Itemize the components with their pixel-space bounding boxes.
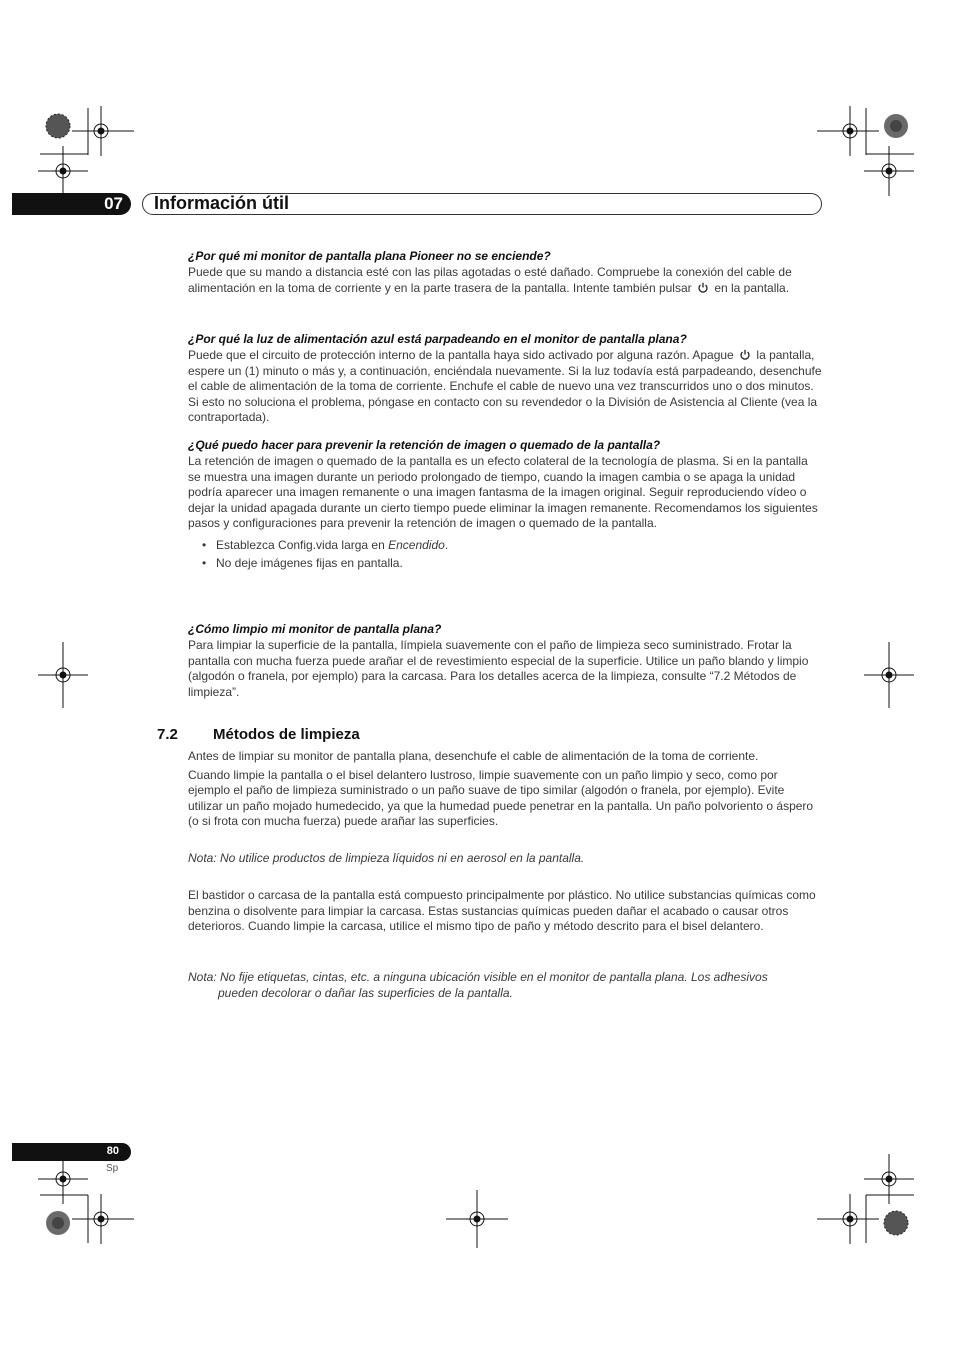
faq-item	[188, 438, 822, 572]
faq-item	[188, 249, 822, 296]
registration-mark-icon	[854, 1144, 924, 1214]
faq-question: ¿Qué puedo hacer para prevenir la retención de imagen o quemado de la pantalla?	[188, 438, 661, 452]
section-body	[188, 888, 822, 935]
registration-mark-icon	[66, 1184, 136, 1254]
page-tab	[12, 1143, 131, 1161]
chapter-title: Información útil	[154, 193, 289, 213]
section-heading	[157, 726, 360, 743]
bullet-list	[188, 536, 822, 572]
paragraph: Antes de limpiar su monitor de pantalla plana, desenchufe el cable de alimentación de la toma de corriente.	[188, 749, 759, 763]
power-icon	[739, 349, 751, 361]
registration-mark-icon	[854, 640, 924, 710]
paragraph: Cuando limpie la pantalla o el bisel delantero lustroso, limpie suavemente con un paño limpio y seco, como por ejemplo el paño de limpieza suministrado o un paño suave de tipo similar (algodón o franela, por ejemplo). Evite utilizar un paño mojado humedecido, ya que la humedad puede penetrar en la pantalla. Un paño polvoriento o áspero (o si frota con mucha fuerza) puede arañar las superficies.	[188, 767, 814, 829]
chapter-tab	[12, 193, 131, 215]
paragraph: El bastidor o carcasa de la pantalla está compuesto principalmente por plástico. No utilice substancias químicas como benzina o disolvente para limpiar la carcasa. Estas sustancias químicas pueden dañar el acabado o causar otros deterioros. Cuando limpie la carcasa, utilice el mismo tipo de paño y método descrito para el bisel delantero.	[188, 888, 816, 934]
list-item: • No deje imágenes fijas en pantalla.	[202, 554, 822, 572]
section-title: Métodos de limpieza	[213, 726, 360, 743]
chapter-header	[142, 193, 822, 215]
page-language: Sp	[106, 1163, 119, 1174]
faq-question: ¿Por qué la luz de alimentación azul está parpadeando en el monitor de pantalla plana?	[188, 332, 687, 346]
note: Nota: No fije etiquetas, cintas, etc. a ninguna ubicación visible en el monitor de pantalla plana. Los adhesivos pueden decolorar o dañar las superficies de la pantalla.	[188, 970, 768, 1000]
section-number: 7.2	[157, 726, 178, 743]
faq-answer: Puede que su mando a distancia esté con las pilas agotadas o esté dañado. Compruebe la conexión del cable de alimentación en la toma de corriente y en la parte trasera de la pantalla. Intente también pulsar en la pantalla.	[188, 265, 792, 295]
faq-item	[188, 332, 822, 426]
registration-mark-icon	[28, 640, 98, 710]
chapter-number: 07	[104, 194, 123, 213]
faq-item	[188, 622, 822, 700]
faq-question: ¿Cómo limpio mi monitor de pantalla plana?	[188, 622, 442, 636]
registration-mark-icon	[854, 136, 924, 206]
faq-answer: Para limpiar la superficie de la pantalla, límpiela suavemente con el paño de limpieza seco suministrado. Frotar la pantalla con mucha fuerza puede arañar el de revestimiento especial de la superficie. Utilice un paño blando y limpio (algodón o franela, por ejemplo) para la carcasa. Para los detalles acerca de la limpieza, consulte “7.2 Métodos de limpieza”.	[188, 638, 809, 699]
faq-answer: La retención de imagen o quemado de la pantalla es un efecto colateral de la tecnología de plasma. Si en la pantalla se muestra una imagen durante un periodo prolongado de tiempo, cuando la imagen cambia o se apaga la unidad podría aparecer una imagen remanente o una imagen fantasma de la imagen original. Seguir reproduciendo vídeo o dejar la unidad apagada durante un cierto tiempo puede eliminar la imagen remanente. Recomendamos los siguientes pasos y configuraciones para prevenir la retención de imagen o quemado de la pantalla.	[188, 454, 818, 531]
page-number: 80	[106, 1145, 119, 1157]
section-body	[188, 749, 822, 830]
registration-mark-icon	[442, 1184, 512, 1254]
faq-answer: Puede que el circuito de protección interno de la pantalla haya sido activado por alguna razón. Apague la pantalla, espere un (1) minuto o más y, a continuación, enciéndala nuevamente. Si la luz todavía está parpadeando, desenchufe el cable de alimentación de la toma de corriente. Enchufe el cable de nuevo una vez transcurridos uno o dos minutos. Si esto no soluciona el problema, póngase en contacto con su revendedor o la División de Asistencia al Cliente (vea la contraportada).	[188, 348, 822, 425]
note: Nota: No utilice productos de limpieza líquidos ni en aerosol en la pantalla.	[188, 851, 585, 865]
power-icon	[697, 282, 709, 294]
faq-question: ¿Por qué mi monitor de pantalla plana Pioneer no se enciende?	[188, 249, 551, 263]
list-item: • Establezca Config.vida larga en Encendido.	[202, 536, 822, 554]
